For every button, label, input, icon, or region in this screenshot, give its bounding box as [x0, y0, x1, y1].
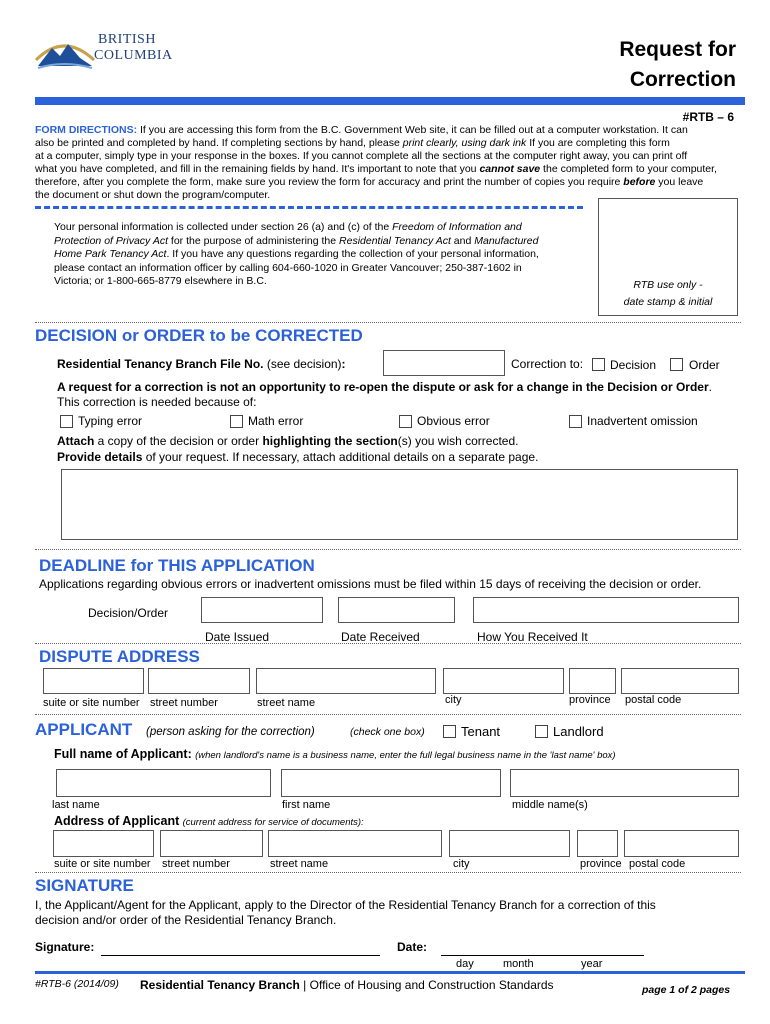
math-error-checkbox[interactable]: [230, 415, 243, 428]
applicant-suite-input[interactable]: [53, 830, 154, 857]
signature-text-2: decision and/or order of the Residential Tenancy Branch.: [35, 913, 337, 927]
how-received-label: How You Received It: [477, 630, 588, 644]
applicant-suite-label: suite or site number: [54, 858, 151, 870]
decision-order-label: Decision/Order: [88, 606, 169, 620]
page-number: page 1 of 2 pages: [642, 984, 731, 996]
check-one-label: (check one box): [350, 726, 425, 738]
footer-form-code: #RTB-6 (2014/09): [35, 978, 119, 990]
dispute-city-input[interactable]: [443, 668, 564, 694]
applicant-province-label: province: [580, 858, 622, 870]
tenant-label: Tenant: [461, 724, 501, 739]
privacy-l2a: Protection of Privacy Act: [54, 234, 168, 247]
correction-note-bold: A request for a correction is not an opportunity to re-open the dispute or ask for a change in the Decision or Order: [57, 380, 709, 394]
page-title-line1: Request for: [619, 38, 736, 61]
middle-name-input[interactable]: [510, 769, 739, 797]
attach-instruction: [57, 434, 518, 448]
bc-logo: [34, 26, 174, 74]
signature-heading: SIGNATURE: [35, 876, 134, 895]
correction-note: [57, 380, 712, 394]
file-number-label: [57, 357, 346, 371]
provide-b: of your request. If necessary, attach additional details on a separate page.: [142, 450, 539, 464]
logo-text-line1: BRITISH: [98, 32, 156, 47]
correction-to-label: Correction to:: [511, 357, 584, 371]
dispute-street-number-input[interactable]: [148, 668, 250, 694]
date-received-input[interactable]: [338, 597, 455, 623]
last-name-label: last name: [52, 799, 100, 811]
privacy-l1b: Freedom of Information and: [392, 221, 522, 233]
attach-b: a copy of the decision or order: [94, 434, 263, 448]
directions-line6: the document or shut down the program/computer.: [35, 189, 271, 201]
footer-office: Office of Housing and Construction Standards: [309, 978, 554, 992]
order-checkbox[interactable]: [670, 358, 683, 371]
file-label-colon: :: [341, 357, 346, 371]
attach-d: (s) you wish corrected.: [397, 434, 519, 448]
dispute-suite-input[interactable]: [43, 668, 144, 694]
dispute-province-input[interactable]: [569, 668, 616, 694]
applicant-paren: (person asking for the correction): [146, 726, 315, 738]
signature-line[interactable]: [101, 955, 380, 956]
full-name-note: (when landlord's name is a business name, enter the full legal business name in the 'last name' box): [195, 750, 616, 761]
inadvertent-omission-checkbox[interactable]: [569, 415, 582, 428]
dispute-street-name-input[interactable]: [256, 668, 436, 694]
divider: [35, 872, 741, 873]
applicant-street-name-label: street name: [270, 858, 329, 870]
footer-separator: |: [299, 978, 310, 992]
directions-line2a: also be printed and completed by hand. If completing sections by hand, please: [35, 137, 403, 149]
privacy-l2d: and: [450, 234, 475, 247]
decision-heading: DECISION or ORDER to be CORRECTED: [35, 326, 363, 345]
dispute-city-label: city: [445, 694, 462, 706]
signature-text-1: I, the Applicant/Agent for the Applicant, apply to the Director of the Residential Tenancy Branch for a correction of this: [35, 898, 656, 912]
dispute-postal-label: postal code: [625, 694, 682, 706]
dashed-separator: [35, 206, 583, 209]
date-label: Date:: [397, 940, 428, 954]
applicant-postal-label: postal code: [629, 858, 686, 870]
last-name-input[interactable]: [56, 769, 271, 797]
directions-line5a: therefore, after you complete the form, make sure you review the form for accuracy and print the number of copies you require: [35, 176, 624, 188]
applicant-heading: APPLICANT: [35, 720, 133, 739]
date-received-label: Date Received: [341, 630, 420, 644]
privacy-notice: [54, 221, 594, 289]
landlord-label: Landlord: [553, 724, 604, 739]
dispute-province-label: province: [569, 694, 611, 706]
file-label-bold: Residential Tenancy Branch File No.: [57, 357, 264, 371]
mountain-logo-icon: [34, 30, 96, 70]
dispute-street-number-label: street number: [150, 697, 218, 709]
deadline-text: Applications regarding obvious errors or inadvertent omissions must be filed within 15 days of receiving the decision or order.: [39, 577, 702, 591]
divider: [35, 643, 741, 644]
middle-name-label: middle name(s): [512, 799, 588, 811]
dispute-address-heading: DISPUTE ADDRESS: [39, 647, 200, 666]
decision-option-label: Decision: [610, 358, 657, 372]
applicant-street-number-input[interactable]: [160, 830, 263, 857]
directions-line2c: If you are completing this form: [526, 137, 670, 149]
decision-checkbox[interactable]: [592, 358, 605, 371]
file-number-input[interactable]: [383, 350, 505, 376]
footer-rule: [35, 971, 745, 974]
privacy-l3b: . If you have any questions regarding the collection of your personal information,: [166, 248, 539, 260]
applicant-city-label: city: [453, 858, 470, 870]
privacy-l3a: Home Park Tenancy Act: [54, 248, 167, 260]
attach-a: Attach: [57, 434, 95, 448]
applicant-province-input[interactable]: [577, 830, 618, 857]
privacy-l2e: Manufactured: [474, 234, 539, 247]
provide-details-instruction: [57, 450, 538, 464]
details-textarea[interactable]: [61, 469, 738, 540]
footer-branch-name: Residential Tenancy Branch: [140, 978, 300, 992]
day-label: day: [456, 958, 474, 970]
directions-line5c: you leave: [655, 176, 704, 188]
needed-because-label: This correction is needed because of:: [57, 395, 257, 409]
correction-note-end: .: [708, 380, 712, 394]
full-name-label-bold: Full name of Applicant:: [54, 747, 192, 761]
footer-branch: [140, 978, 554, 992]
applicant-postal-input[interactable]: [624, 830, 739, 857]
first-name-input[interactable]: [281, 769, 501, 797]
inadvertent-omission-label: Inadvertent omission: [587, 414, 698, 428]
stamp-label-1: RTB use only -: [633, 279, 703, 291]
date-stamp-box: [598, 198, 738, 316]
obvious-error-label: Obvious error: [417, 414, 490, 428]
address-label-bold: Address of Applicant: [54, 814, 180, 828]
landlord-checkbox[interactable]: [535, 725, 548, 738]
date-issued-input[interactable]: [201, 597, 323, 623]
directions-line4b: cannot save: [479, 163, 541, 175]
directions-line4a: what you have completed, and fill in the remaining fields by hand. It's important to note that you: [35, 163, 480, 175]
dispute-suite-label: suite or site number: [43, 697, 140, 709]
directions-line2b: print clearly, using dark ink: [402, 137, 527, 149]
attach-c: highlighting the section: [262, 434, 398, 448]
stamp-label-2: date stamp & initial: [623, 296, 713, 308]
dispute-street-name-label: street name: [257, 697, 316, 709]
directions-label: FORM DIRECTIONS:: [35, 124, 138, 136]
page-title-line2: Correction: [629, 68, 736, 91]
full-name-label: [54, 747, 616, 761]
month-label: month: [503, 958, 534, 970]
divider: [35, 322, 741, 323]
divider: [35, 549, 741, 550]
obvious-error-checkbox[interactable]: [399, 415, 412, 428]
year-label: year: [581, 958, 603, 970]
privacy-l5: Victoria; or 1-800-665-8779 elsewhere in B.C.: [54, 275, 267, 287]
tenant-checkbox[interactable]: [443, 725, 456, 738]
privacy-l1a: Your personal information is collected under section 26 (a) and (c) of the: [54, 221, 393, 233]
form-code: #RTB – 6: [682, 110, 734, 124]
privacy-l4: please contact an information officer by calling 604-660-1020 in Greater Vancouver; 250-387-1602 in: [54, 261, 522, 274]
applicant-city-input[interactable]: [449, 830, 570, 857]
applicant-street-name-input[interactable]: [268, 830, 442, 857]
address-note: (current address for service of documents):: [182, 817, 364, 828]
directions-line4c: the completed form to your computer,: [540, 163, 717, 175]
typing-error-label: Typing error: [78, 414, 143, 428]
deadline-heading: DEADLINE for THIS APPLICATION: [39, 556, 315, 575]
order-option-label: Order: [689, 358, 720, 372]
typing-error-checkbox[interactable]: [60, 415, 73, 428]
privacy-l2c: Residential Tenancy Act: [339, 234, 451, 247]
form-directions: [35, 124, 745, 202]
privacy-l2b: for the purpose of administering the: [168, 234, 340, 247]
file-label-paren: (see decision): [263, 357, 342, 371]
header-rule: [35, 97, 745, 105]
address-applicant-label: [54, 814, 364, 828]
math-error-label: Math error: [248, 414, 304, 428]
dispute-postal-input[interactable]: [621, 668, 739, 694]
directions-line3: at a computer, simply type in your response in the boxes. If you cannot complete all the sections at the computer right away, you can print off: [35, 150, 688, 162]
logo-text-line2: COLUMBIA: [94, 48, 173, 63]
signature-label: Signature:: [35, 940, 95, 954]
applicant-street-number-label: street number: [162, 858, 230, 870]
how-received-input[interactable]: [473, 597, 739, 623]
divider: [35, 714, 741, 715]
first-name-label: first name: [282, 799, 331, 811]
provide-a: Provide details: [57, 450, 143, 464]
directions-line5b: before: [623, 176, 656, 188]
date-line[interactable]: [441, 955, 644, 956]
date-issued-label: Date Issued: [205, 630, 270, 644]
directions-line1: If you are accessing this form from the B.C. Government Web site, it can be filled out at a computer workstation. It can: [140, 124, 688, 136]
